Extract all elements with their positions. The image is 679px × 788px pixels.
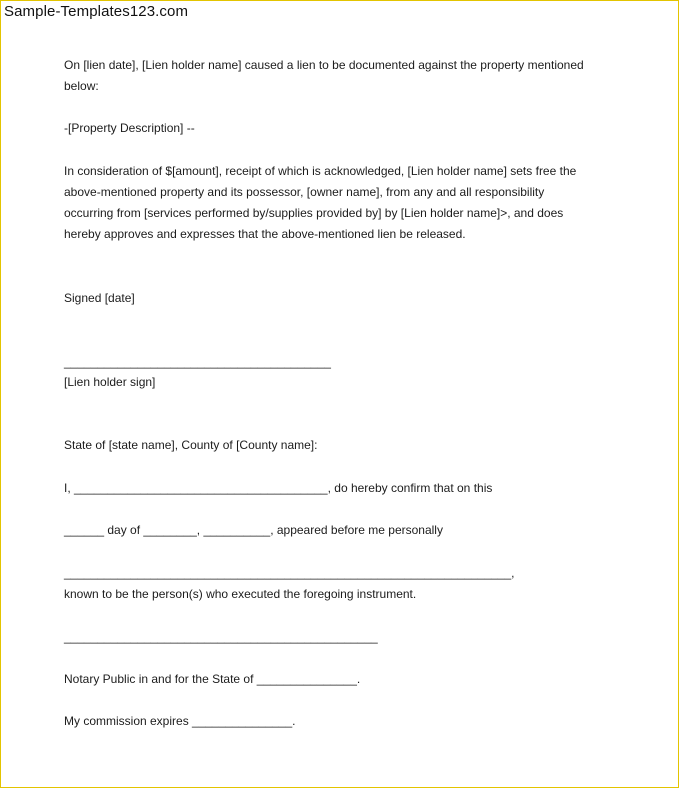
intro-line: below: xyxy=(64,79,99,93)
consideration-line: occurring from [services performed by/supplies provided by] by [Lien holder name]>, and does xyxy=(64,206,564,220)
confirm-statement: I, ______________________________________, do hereby confirm that on this xyxy=(64,481,493,495)
known-statement: known to be the person(s) who executed the foregoing instrument. xyxy=(64,587,417,601)
signature-label: [Lien holder sign] xyxy=(64,375,156,389)
property-description: -[Property Description] -- xyxy=(64,121,195,135)
consideration-line: above-mentioned property and its possessor, [owner name], from any and all responsibility xyxy=(64,185,545,199)
person-name-line: ___________________________________________________________________, xyxy=(64,566,515,580)
notary-public-statement: Notary Public in and for the State of _______________. xyxy=(64,672,361,686)
state-county: State of [state name], County of [County name]: xyxy=(64,438,318,452)
consideration-paragraph xyxy=(64,161,604,245)
commission-expiry: My commission expires _______________. xyxy=(64,714,296,728)
intro-line: On [lien date], [Lien holder name] caused a lien to be documented against the property mentioned xyxy=(64,58,584,72)
intro-paragraph xyxy=(64,55,604,97)
site-watermark: Sample-Templates123.com xyxy=(4,3,189,20)
notary-signature-line: _______________________________________________ xyxy=(64,630,378,644)
signature-line: ________________________________________ xyxy=(64,355,331,369)
consideration-line: In consideration of $[amount], receipt of which is acknowledged, [Lien holder name] sets free the xyxy=(64,164,577,178)
signed-date: Signed [date] xyxy=(64,291,135,305)
appearance-date-line: ______ day of ________, __________, appeared before me personally xyxy=(64,523,443,537)
consideration-line: hereby approves and expresses that the above-mentioned lien be released. xyxy=(64,227,466,241)
